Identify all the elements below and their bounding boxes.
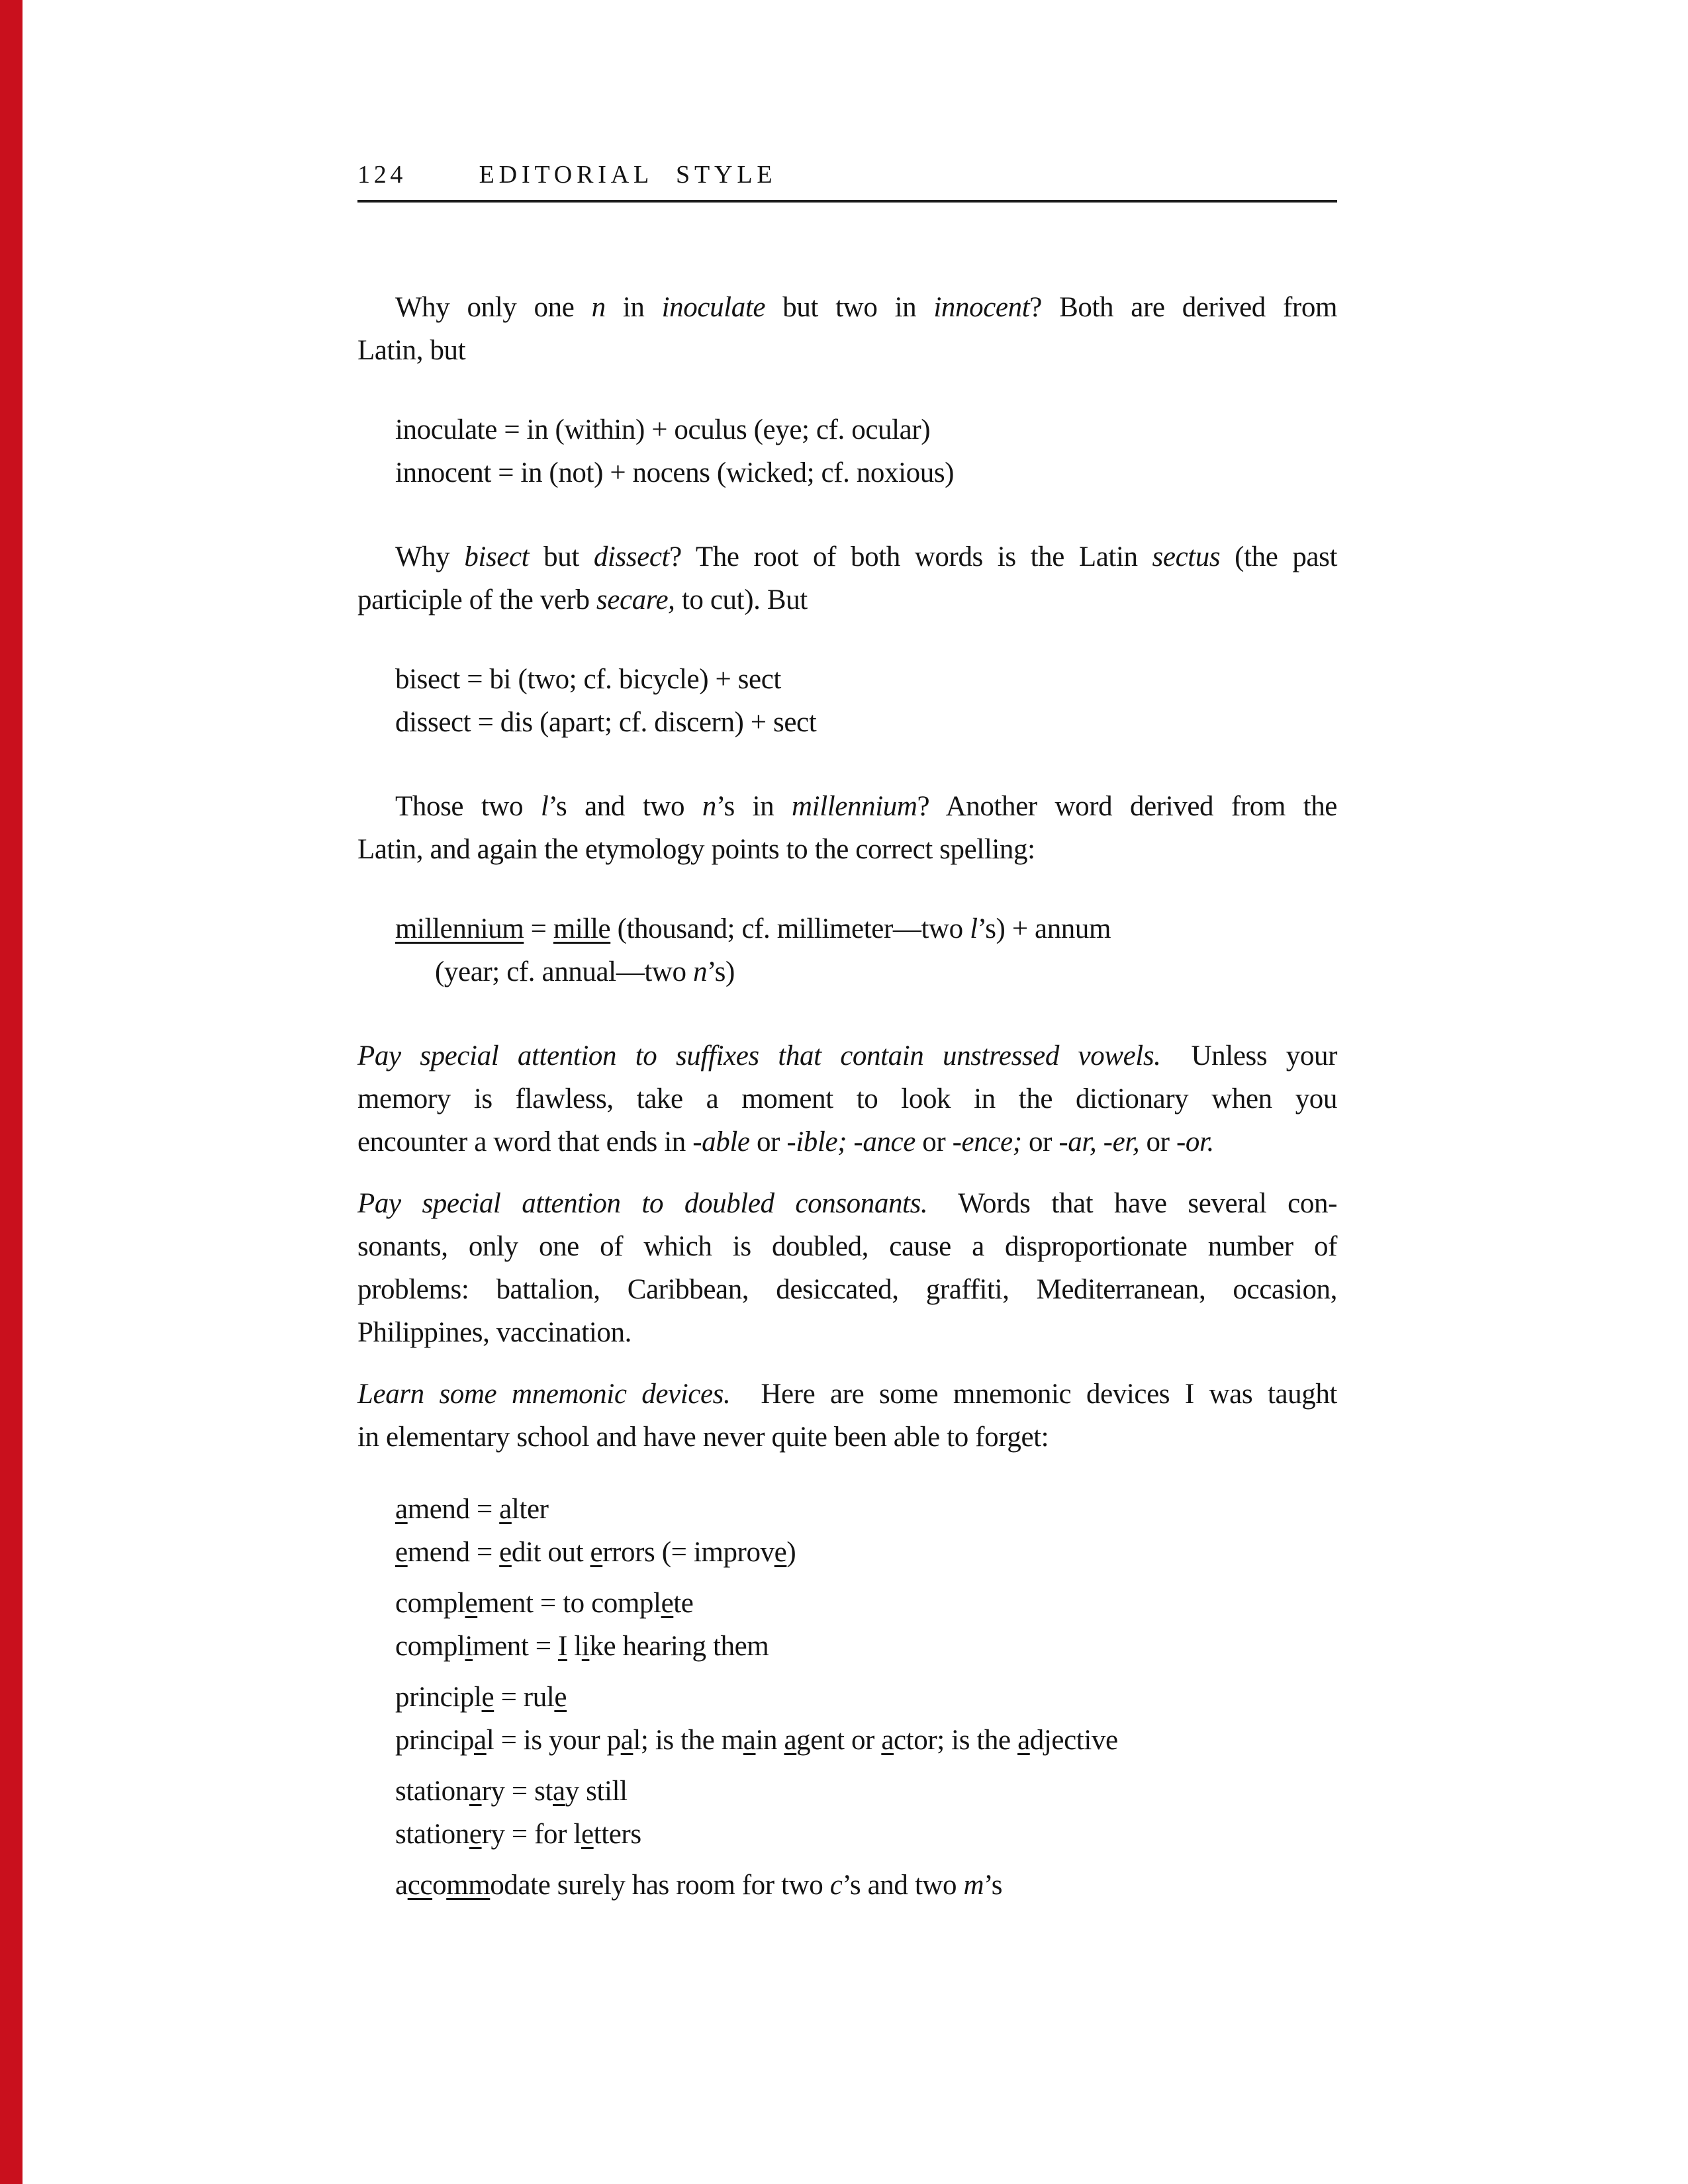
text-run: or <box>1139 1126 1176 1158</box>
underlined-text: cc <box>407 1870 433 1901</box>
text-run: participle of the verb <box>357 584 596 615</box>
text-run: in <box>755 1725 784 1756</box>
italic-run: secare, <box>596 584 675 615</box>
text-run: memory is flawless, take a moment to look in the dictionary when you <box>357 1083 1337 1115</box>
text-line <box>395 1813 1337 1856</box>
text-line <box>395 1488 1337 1531</box>
para-block <box>357 785 1337 871</box>
italic-run: c <box>829 1870 843 1901</box>
text-run: in elementary school and have never quite been able to forget: <box>357 1422 1049 1453</box>
underlined-text: i <box>581 1631 590 1662</box>
text-run: ? Both are derived from <box>1029 292 1337 323</box>
text-run: compl <box>395 1588 465 1619</box>
italic-run: Pay special attention to suffixes that contain unstressed vowels. <box>357 1040 1161 1071</box>
text-run: dissect = dis (apart; cf. discern) + sect <box>395 707 817 738</box>
italic-run: -ence; <box>952 1126 1022 1158</box>
underlined-text: e <box>481 1682 494 1713</box>
italic-run: Learn some mnemonic devices. <box>357 1379 731 1410</box>
text-run: ? The root of both words is the Latin <box>669 541 1152 572</box>
text-run: ment = to compl <box>477 1588 661 1619</box>
text-run: innocent = in (not) + nocens (wicked; cf. noxious) <box>395 457 955 488</box>
text-run: dit out <box>511 1537 590 1568</box>
underlined-text: a <box>784 1725 797 1756</box>
text-run: rrors (= improv <box>602 1537 774 1568</box>
italic-run: innocent <box>933 292 1030 323</box>
text-run: Those two <box>395 791 541 822</box>
text-run: lter <box>511 1494 549 1525</box>
text-line <box>357 828 1337 871</box>
para-block <box>357 286 1337 372</box>
italic-run: -or. <box>1176 1126 1214 1158</box>
text-line <box>357 1034 1337 1077</box>
text-run: princip <box>395 1725 474 1756</box>
italic-run: l <box>970 913 978 944</box>
italic-run: dissect <box>593 541 670 572</box>
text-run: to cut). But <box>675 584 808 615</box>
etym-block <box>357 907 1337 993</box>
text-run: compl <box>395 1631 465 1662</box>
text-run: bisect = bi (two; cf. bicycle) + sect <box>395 664 781 695</box>
text-run: (thousand; cf. millimeter—two <box>610 913 970 944</box>
text-run: or <box>915 1126 953 1158</box>
underlined-text: i <box>465 1631 473 1662</box>
text-line <box>357 1416 1337 1459</box>
underlined-text: e <box>554 1682 567 1713</box>
mnemonic-block <box>357 1770 1337 1856</box>
text-run: ? Another word derived from the <box>917 791 1337 822</box>
text-run: principl <box>395 1682 482 1713</box>
text-line <box>395 1676 1337 1719</box>
mnemonic-block <box>357 1488 1337 1574</box>
text-line <box>357 1268 1337 1311</box>
text-run: ) <box>786 1537 796 1568</box>
para-block <box>357 535 1337 621</box>
italic-run: l <box>540 791 549 822</box>
text-run <box>1096 1126 1103 1158</box>
underlined-text: a <box>881 1725 894 1756</box>
lead-block <box>357 1182 1337 1354</box>
italic-run: bisect <box>464 541 530 572</box>
underlined-text: a <box>499 1494 512 1525</box>
text-line <box>357 1373 1337 1416</box>
text-run: encounter a word that ends in <box>357 1126 693 1158</box>
text-run: Latin, and again the etymology points to the correct spelling: <box>357 834 1035 865</box>
underlined-text: e <box>581 1819 594 1850</box>
text-run: ’s in <box>716 791 792 822</box>
text-line <box>395 1582 1337 1625</box>
text-run: station <box>395 1776 469 1807</box>
underlined-text: a <box>620 1725 633 1756</box>
text-line <box>395 408 1337 451</box>
underlined-text: e <box>469 1819 482 1850</box>
text-run: (year; cf. annual—two <box>435 956 693 987</box>
italic-run: n <box>702 791 716 822</box>
text-line <box>395 1531 1337 1574</box>
text-run: o <box>432 1870 447 1901</box>
text-run: (the past <box>1220 541 1337 572</box>
text-run: odate surely has room for two <box>490 1870 830 1901</box>
text-run: ’s <box>984 1870 1003 1901</box>
italic-run: inoculate <box>661 292 766 323</box>
underlined-text: e <box>465 1588 478 1619</box>
text-run: ’s and two <box>548 791 702 822</box>
text-run: = rul <box>494 1682 555 1713</box>
page-number: 124 <box>357 161 407 189</box>
text-run: ’s) + annum <box>977 913 1111 944</box>
text-line <box>357 1120 1337 1163</box>
text-run: Words that have several con- <box>958 1188 1337 1219</box>
text-line <box>357 1077 1337 1120</box>
text-run: or <box>1021 1126 1059 1158</box>
text-run: Why <box>395 541 465 572</box>
underlined-text: e <box>774 1537 787 1568</box>
text-run: inoculate = in (within) + oculus (eye; cf. ocular) <box>395 414 931 445</box>
text-run: Here are some mnemonic devices I was taught <box>761 1379 1337 1410</box>
underlined-text: mm <box>446 1870 491 1901</box>
underlined-text: a <box>553 1776 565 1807</box>
mnemonic-block <box>357 1864 1337 1907</box>
text-run: ke hearing them <box>589 1631 769 1662</box>
text-run: in <box>605 292 662 323</box>
text-run: = <box>524 913 553 944</box>
text-run: or <box>749 1126 787 1158</box>
underlined-text: millennium <box>395 913 524 944</box>
text-run: l <box>567 1631 582 1662</box>
text-run: djective <box>1029 1725 1118 1756</box>
text-run: mend = <box>407 1537 500 1568</box>
mnemonic-block <box>357 1676 1337 1762</box>
text-line <box>395 658 1337 701</box>
italic-run: n <box>591 292 606 323</box>
text-line <box>395 1770 1337 1813</box>
etym-block <box>357 658 1337 744</box>
underlined-text: a <box>469 1776 482 1807</box>
underlined-text: a <box>1017 1725 1030 1756</box>
text-run: ctor; is the <box>894 1725 1018 1756</box>
text-run: Latin, but <box>357 335 466 366</box>
page-body <box>357 286 1337 1907</box>
italic-run: Pay special attention to doubled consonants. <box>357 1188 928 1219</box>
underlined-text: e <box>499 1537 512 1568</box>
italic-run: -er, <box>1103 1126 1140 1158</box>
text-run: ry = st <box>481 1776 553 1807</box>
text-line <box>357 286 1337 329</box>
text-line <box>395 451 1337 494</box>
text-run: station <box>395 1819 469 1850</box>
running-header <box>357 160 1337 189</box>
underlined-text: a <box>743 1725 756 1756</box>
text-run: sonants, only one of which is doubled, cause a disproportionate number of <box>357 1231 1337 1262</box>
page-edge-strip <box>0 0 23 2184</box>
lead-block <box>357 1034 1337 1163</box>
text-run: a <box>395 1870 408 1901</box>
text-line <box>395 1625 1337 1668</box>
text-line <box>357 535 1337 578</box>
text-run: y still <box>565 1776 628 1807</box>
text-run: l; is the m <box>633 1725 743 1756</box>
text-run: tters <box>593 1819 641 1850</box>
text-run: l = is your p <box>486 1725 621 1756</box>
text-line <box>357 1225 1337 1268</box>
italic-run: millennium <box>792 791 917 822</box>
text-run: but two in <box>765 292 934 323</box>
underlined-text: e <box>590 1537 603 1568</box>
underlined-text: mille <box>553 913 611 944</box>
text-line <box>395 950 1337 993</box>
text-line <box>395 1719 1337 1762</box>
underlined-text: I <box>557 1631 567 1662</box>
text-run: ry = for l <box>481 1819 581 1850</box>
italic-run: sectus <box>1152 541 1221 572</box>
underlined-text: e <box>395 1537 408 1568</box>
text-run: mend = <box>407 1494 500 1525</box>
mnemonic-block <box>357 1582 1337 1668</box>
text-run: ’s and two <box>842 1870 964 1901</box>
underlined-text: a <box>474 1725 487 1756</box>
italic-run: m <box>963 1870 984 1901</box>
underlined-text: a <box>395 1494 408 1525</box>
running-title: EDITORIAL STYLE <box>479 161 777 189</box>
header-rule <box>357 200 1337 203</box>
text-run: problems: battalion, Caribbean, desiccated, graffiti, Mediterranean, occasion, <box>357 1274 1337 1305</box>
text-run: ment = <box>473 1631 558 1662</box>
text-line <box>357 1182 1337 1225</box>
italic-run: -able <box>692 1126 750 1158</box>
italic-run: -ance <box>853 1126 915 1158</box>
text-line <box>357 329 1337 372</box>
text-line <box>357 785 1337 828</box>
underlined-text: e <box>661 1588 674 1619</box>
text-line <box>395 701 1337 744</box>
text-line <box>357 578 1337 621</box>
text-run: ’s) <box>707 956 735 987</box>
text-run: te <box>673 1588 694 1619</box>
text-run <box>847 1126 853 1158</box>
text-run: Unless your <box>1191 1040 1337 1071</box>
italic-run: -ible; <box>786 1126 847 1158</box>
lead-block <box>357 1373 1337 1459</box>
text-run: gent or <box>796 1725 882 1756</box>
text-run: but <box>529 541 594 572</box>
text-line <box>395 907 1337 950</box>
text-run: Why only one <box>395 292 592 323</box>
italic-run: n <box>692 956 708 987</box>
etym-block <box>357 408 1337 494</box>
italic-run: -ar, <box>1058 1126 1097 1158</box>
text-run: Philippines, vaccination. <box>357 1317 632 1348</box>
text-line <box>357 1311 1337 1354</box>
text-line <box>395 1864 1337 1907</box>
